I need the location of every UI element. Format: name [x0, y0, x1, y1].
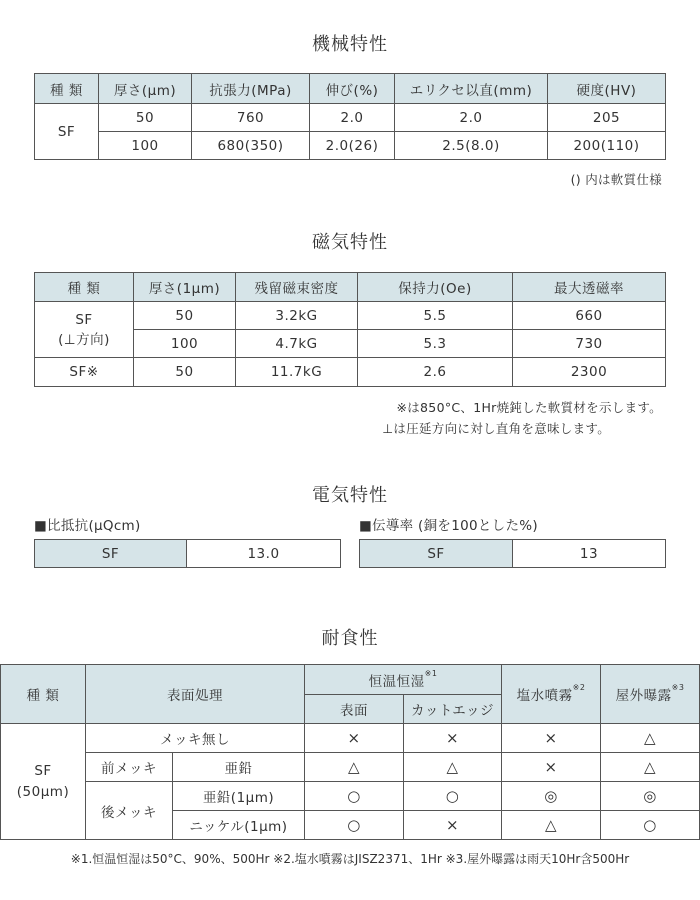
conductivity-table [359, 539, 666, 568]
resistivity-type: SF [35, 540, 187, 568]
corr-header-humid [305, 665, 502, 695]
mag-cell: 2300 [513, 358, 666, 387]
electrical-title: 電気特性 [312, 485, 388, 506]
mech-header-type: 種 類 [35, 74, 99, 104]
resistivity-label: ■比抵抗(μQcm) [34, 518, 141, 534]
mag-type-line2: (⊥方向) [58, 331, 110, 348]
mechanical-title: 機械特性 [312, 34, 388, 55]
corr-type-line1: SF [34, 762, 52, 779]
magnetic-note-2: ⊥は圧延方向に対し直角を意味します。 [382, 421, 610, 436]
corr-cell: △ [601, 753, 700, 782]
corr-header-outdoor-sup: ※3 [671, 683, 685, 692]
mech-cell: 2.0 [310, 104, 395, 132]
mag-cell: 50 [134, 358, 236, 387]
mag-cell: 100 [134, 330, 236, 358]
mech-cell: 100 [99, 132, 192, 160]
corrosion-table [0, 664, 700, 840]
mag-cell: 730 [513, 330, 666, 358]
mech-cell: 205 [548, 104, 666, 132]
resistivity-table [34, 539, 341, 568]
corrosion-footnote: ※1.恒温恒湿は50°C、90%、500Hr ※2.塩水噴霧はJISZ2371、1Hr ※3.屋外曝露は雨天10Hr含500Hr [70, 852, 630, 866]
corr-cell: × [502, 753, 601, 782]
corr-cell: × [404, 724, 502, 753]
corr-header-type: 種 類 [1, 665, 86, 724]
mech-cell: 680(350) [192, 132, 310, 160]
corr-header-outdoor-text: 屋外曝露 [615, 688, 672, 704]
corr-cell: ○ [404, 782, 502, 811]
corr-cell: ◎ [502, 782, 601, 811]
mech-header-thickness: 厚さ(μm) [99, 74, 192, 104]
conductivity-label: ■伝導率 (銅を100とした%) [359, 518, 538, 534]
corr-row-post-zinc: 亜鉛(1μm) [173, 782, 305, 811]
corr-header-face: 表面 [305, 695, 404, 724]
corr-cell: △ [404, 753, 502, 782]
corr-cell: × [502, 724, 601, 753]
mag-cell: 50 [134, 302, 236, 330]
corr-header-outdoor [601, 665, 700, 724]
mag-header-coercivity: 保持力(Oe) [358, 273, 513, 302]
magnetic-table [34, 272, 666, 387]
mech-cell: 2.5(8.0) [395, 132, 548, 160]
magnetic-title: 磁気特性 [312, 232, 388, 253]
corr-header-edge: カットエッジ [404, 695, 502, 724]
mech-header-erichsen: エリクセ以直(mm) [395, 74, 548, 104]
corr-pre-plating: 前メッキ [86, 753, 173, 782]
mag-header-permeability: 最大透磁率 [513, 273, 666, 302]
mech-cell: 2.0 [395, 104, 548, 132]
resistivity-value: 13.0 [187, 540, 341, 568]
mag-cell: 2.6 [358, 358, 513, 387]
corr-header-surface: 表面処理 [86, 665, 305, 724]
mechanical-table [34, 73, 666, 160]
corrosion-title: 耐食性 [321, 628, 379, 649]
corr-cell: △ [601, 724, 700, 753]
mag-header-remanence: 残留磁束密度 [236, 273, 358, 302]
mag-cell: 5.5 [358, 302, 513, 330]
mag-header-type: 種 類 [35, 273, 134, 302]
mag-cell: 660 [513, 302, 666, 330]
corr-type-cell [1, 724, 86, 840]
mag-type2-cell: SF※ [35, 358, 134, 387]
corr-cell: △ [502, 811, 601, 840]
corr-cell: × [305, 724, 404, 753]
mag-cell: 3.2kG [236, 302, 358, 330]
mag-cell: 5.3 [358, 330, 513, 358]
mech-header-hardness: 硬度(HV) [548, 74, 666, 104]
corr-cell: ○ [305, 811, 404, 840]
mag-cell: 4.7kG [236, 330, 358, 358]
mech-cell: 760 [192, 104, 310, 132]
mech-cell: 50 [99, 104, 192, 132]
corr-cell: × [404, 811, 502, 840]
conductivity-value: 13 [513, 540, 666, 568]
corr-header-humid-text: 恒温恒湿 [368, 673, 425, 690]
corr-header-humid-sup: ※1 [424, 668, 438, 678]
corr-post-plating: 後メッキ [86, 782, 173, 840]
mag-type-line1: SF [75, 311, 93, 328]
corr-header-salt-text: 塩水噴霧 [516, 688, 573, 704]
corr-row-no-plating: メッキ無し [86, 724, 305, 753]
corr-header-salt [502, 665, 601, 724]
corr-cell: ○ [305, 782, 404, 811]
mech-header-elongation: 伸び(%) [310, 74, 395, 104]
corr-type-line2: (50μm) [16, 783, 70, 800]
corr-row-post-nickel: ニッケル(1μm) [173, 811, 305, 840]
corr-cell: △ [305, 753, 404, 782]
mechanical-note: () 内は軟質仕様 [570, 172, 662, 187]
corr-cell: ◎ [601, 782, 700, 811]
mech-type-cell: SF [35, 104, 99, 160]
mag-header-thickness: 厚さ(1μm) [134, 273, 236, 302]
magnetic-note-1: ※は850°C、1Hr焼鈍した軟質材を示します。 [396, 400, 662, 415]
corr-row-pre-zinc: 亜鉛 [173, 753, 305, 782]
mech-cell: 2.0(26) [310, 132, 395, 160]
corr-cell: ○ [601, 811, 700, 840]
mech-cell: 200(110) [548, 132, 666, 160]
mag-type-cell [35, 302, 134, 358]
conductivity-type: SF [360, 540, 513, 568]
corr-header-salt-sup: ※2 [572, 683, 586, 692]
mag-cell: 11.7kG [236, 358, 358, 387]
mech-header-tensile: 抗張力(MPa) [192, 74, 310, 104]
